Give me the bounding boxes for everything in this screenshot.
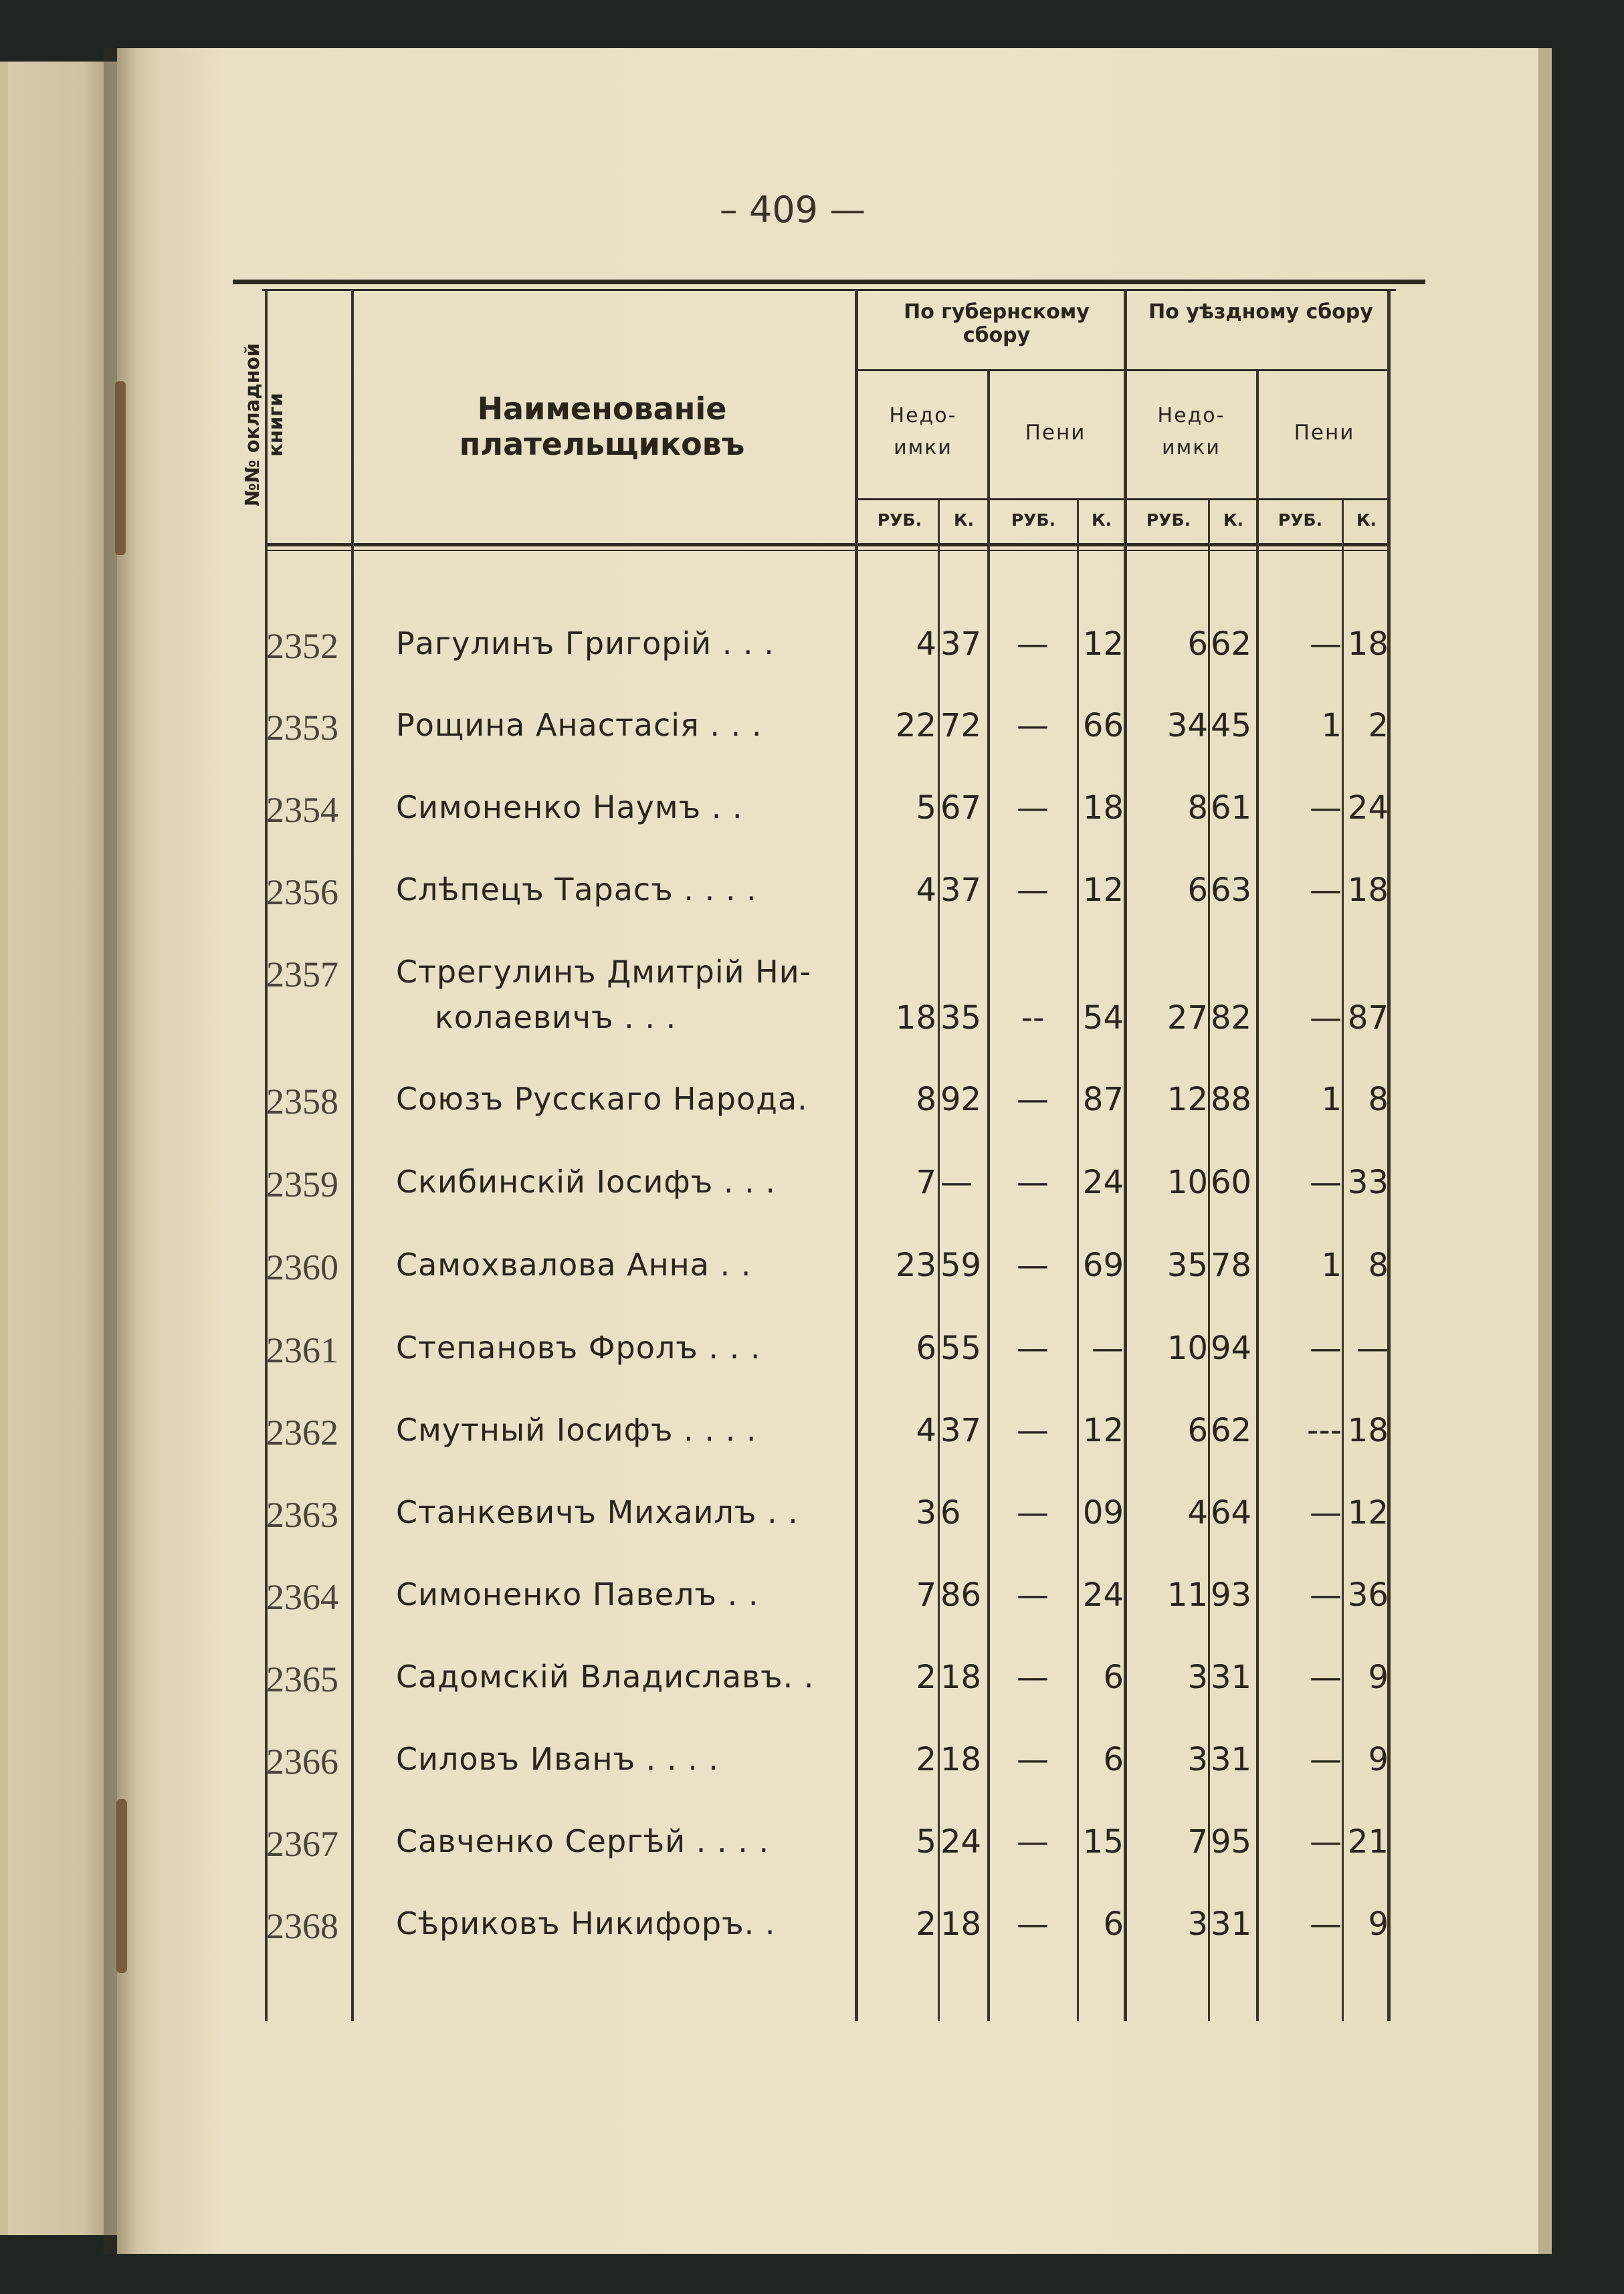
gubern-penalty-kop: 6 xyxy=(1103,1905,1124,1943)
uezd-penalty-rub: — xyxy=(1310,871,1342,909)
uezd-penalty-kop: 33 xyxy=(1347,1164,1389,1201)
uezd-penalty-rub: — xyxy=(1310,789,1342,827)
gubern-arrears-rub: 5 xyxy=(916,1823,936,1861)
gubern-penalty-rub: — xyxy=(1017,871,1049,909)
gubern-penalty-kop: 6 xyxy=(1103,1659,1124,1696)
book-number: 2357 xyxy=(266,954,338,995)
gubern-arrears-kop: 55 xyxy=(940,1330,982,1367)
binding-stain xyxy=(115,381,126,555)
uezd-penalty-rub: — xyxy=(1310,1494,1342,1532)
gubern-arrears-rub: 5 xyxy=(916,789,936,827)
payer-name: Смутный Іосифъ . . . . xyxy=(396,1412,757,1448)
book-number: 2365 xyxy=(266,1659,338,1699)
gubern-penalty-rub: — xyxy=(1017,1741,1049,1778)
book-number: 2363 xyxy=(266,1495,338,1535)
uezd-arrears-rub: 4 xyxy=(1187,1494,1208,1532)
uezd-arrears-rub: 3 xyxy=(1187,1741,1208,1778)
gubern-arrears-kop: 37 xyxy=(940,1412,982,1449)
gubern-arrears-rub: 3 xyxy=(916,1494,936,1532)
gubern-arrears-rub: 6 xyxy=(916,1330,936,1367)
uezd-penalty-rub: — xyxy=(1310,1164,1342,1201)
payer-name: Станкевичъ Михаилъ . . xyxy=(396,1494,799,1530)
uezd-arrears-rub: 8 xyxy=(1187,789,1208,827)
uezd-penalty-rub: — xyxy=(1310,1659,1342,1696)
gubern-arrears-kop: 18 xyxy=(940,1741,982,1778)
gubern-peni-header: Пени xyxy=(1025,421,1086,445)
gubern-penalty-rub: — xyxy=(1017,1330,1049,1367)
uezd-arrears-kop: 31 xyxy=(1211,1905,1252,1943)
gubern-arrears-kop: 86 xyxy=(940,1576,982,1614)
uezd-penalty-kop: 12 xyxy=(1347,1494,1389,1532)
uezd-arrears-kop: 64 xyxy=(1211,1494,1252,1532)
uezd-arrears-rub: 3 xyxy=(1187,1905,1208,1943)
uezd-penalty-kop: 36 xyxy=(1347,1576,1389,1614)
uezd-penalty-kop: 9 xyxy=(1368,1741,1389,1778)
gubern-arrears-kop: 37 xyxy=(940,625,982,663)
uezd-arrears-kop: 78 xyxy=(1211,1247,1252,1284)
gubern-penalty-rub: — xyxy=(1017,707,1049,744)
gubern-penalty-kop: 87 xyxy=(1082,1081,1124,1118)
uezd-penalty-rub: — xyxy=(1310,1330,1342,1367)
header-bottom-rule-thin xyxy=(266,550,1390,551)
payer-name: Савченко Сергѣй . . . . xyxy=(396,1823,770,1859)
uezd-penalty-kop: 87 xyxy=(1347,999,1389,1037)
uezd-arrears-rub: 10 xyxy=(1166,1330,1208,1367)
binding-stain xyxy=(116,1799,127,1973)
gubern-penalty-rub: — xyxy=(1017,1081,1049,1118)
gubern-penalty-kop: 18 xyxy=(1082,789,1124,827)
page-number: – 409 — xyxy=(719,189,866,231)
payer-name: Садомскій Владиславъ. . xyxy=(396,1659,815,1695)
gubern-penalty-rub: — xyxy=(1017,1659,1049,1696)
gubern-penalty-kop: 12 xyxy=(1082,1412,1124,1449)
kop-header: К. xyxy=(1223,510,1243,530)
book-number: 2367 xyxy=(266,1824,338,1864)
gubern-penalty-kop: 66 xyxy=(1082,707,1124,744)
gubern-arrears-rub: 2 xyxy=(916,1659,936,1696)
payer-name: Силовъ Иванъ . . . . xyxy=(396,1741,720,1777)
gubern-arrears-rub: 7 xyxy=(916,1164,936,1201)
rub-header: РУБ. xyxy=(877,510,922,530)
gubern-penalty-kop: 6 xyxy=(1103,1741,1124,1778)
uezd-penalty-kop: 8 xyxy=(1368,1081,1389,1118)
gubern-arrears-kop: 72 xyxy=(940,707,982,744)
gubern-arrears-rub: 4 xyxy=(916,871,936,909)
payers-header: Наименованіе плательщиковъ xyxy=(459,391,745,462)
gubern-arrears-kop: 18 xyxy=(940,1905,982,1943)
uezd-header: По уѣздному сбору xyxy=(1148,300,1373,324)
uezd-penalty-kop: 9 xyxy=(1368,1659,1389,1696)
payer-name-continued: колаевичъ . . . xyxy=(435,999,677,1035)
uezd-penalty-kop: 18 xyxy=(1347,625,1389,663)
uezd-arrears-kop: 31 xyxy=(1211,1659,1252,1696)
gubern-penalty-kop: 24 xyxy=(1082,1576,1124,1614)
gubern-penalty-kop: 24 xyxy=(1082,1164,1124,1201)
rub-header: РУБ. xyxy=(1146,510,1191,530)
col-line xyxy=(1342,500,1344,2021)
gubern-arrears-kop: 35 xyxy=(940,999,982,1037)
gubern-arrears-kop: — xyxy=(940,1164,973,1201)
gubern-arrears-kop: 6 xyxy=(940,1494,961,1532)
uezd-penalty-kop: 24 xyxy=(1347,789,1389,827)
gubern-penalty-rub: — xyxy=(1017,1823,1049,1861)
kop-header: К. xyxy=(1092,510,1112,530)
gubern-penalty-kop: 15 xyxy=(1082,1823,1124,1861)
uezd-penalty-kop: 2 xyxy=(1368,707,1389,744)
book-number-header: №№ окладной книги xyxy=(241,343,287,506)
uezd-arrears-kop: 60 xyxy=(1211,1164,1252,1201)
payer-name: Скибинскій Іосифъ . . . xyxy=(396,1164,776,1200)
book-number: 2360 xyxy=(266,1247,338,1287)
book-number: 2352 xyxy=(266,626,338,666)
payer-name: Рощина Анастасія . . . xyxy=(396,707,763,743)
kop-header: К. xyxy=(1356,510,1377,530)
uezd-penalty-rub: 1 xyxy=(1321,1081,1342,1118)
book-number: 2364 xyxy=(266,1577,338,1617)
uezd-penalty-rub: 1 xyxy=(1321,1247,1342,1284)
uezd-arrears-kop: 31 xyxy=(1211,1741,1252,1778)
payer-name: Союзъ Русскаго Народа. xyxy=(396,1081,808,1117)
uezd-penalty-kop: 9 xyxy=(1368,1905,1389,1943)
gubern-arrears-kop: 59 xyxy=(940,1247,982,1284)
book-number: 2354 xyxy=(266,790,338,830)
gubern-penalty-rub: — xyxy=(1017,1164,1049,1201)
top-rule xyxy=(233,280,1425,284)
gubern-header: По губернскому сбору xyxy=(904,300,1090,347)
book-number: 2353 xyxy=(266,708,338,748)
col-line xyxy=(1124,289,1127,2021)
gubern-arrears-rub: 2 xyxy=(916,1741,936,1778)
uezd-penalty-rub: — xyxy=(1310,1576,1342,1614)
kop-header: К. xyxy=(954,510,974,530)
uezd-arrears-rub: 12 xyxy=(1166,1081,1208,1118)
book-number: 2356 xyxy=(266,872,338,912)
gubern-arrears-rub: 7 xyxy=(916,1576,936,1614)
uezd-nedoimki-header: Недо- имки xyxy=(1157,404,1225,459)
uezd-arrears-kop: 62 xyxy=(1211,1412,1252,1449)
payer-name: Симоненко Наумъ . . xyxy=(396,789,743,825)
gubern-penalty-kop: 54 xyxy=(1082,999,1124,1037)
left-page-edge xyxy=(0,62,8,2235)
uezd-penalty-rub: — xyxy=(1310,999,1342,1037)
uezd-penalty-kop: 18 xyxy=(1347,1412,1389,1449)
gubern-arrears-rub: 22 xyxy=(895,707,936,744)
gubern-penalty-rub: — xyxy=(1017,1247,1049,1284)
gubern-penalty-kop: — xyxy=(1092,1330,1124,1367)
uezd-arrears-rub: 3 xyxy=(1187,1659,1208,1696)
gubern-penalty-rub: — xyxy=(1017,1576,1049,1614)
payer-name: Рагулинъ Григорій . . . xyxy=(396,625,775,661)
gubern-penalty-rub: -- xyxy=(1021,999,1045,1037)
uezd-arrears-kop: 93 xyxy=(1211,1576,1252,1614)
book-number: 2368 xyxy=(266,1906,338,1946)
gubern-nedoimki-header: Недо- имки xyxy=(889,404,957,459)
uezd-arrears-rub: 6 xyxy=(1187,625,1208,663)
header-bottom-rule xyxy=(266,543,1390,546)
gubern-penalty-rub: — xyxy=(1017,1494,1049,1532)
uezd-arrears-rub: 27 xyxy=(1166,999,1208,1037)
left-page xyxy=(0,62,117,2235)
gubern-penalty-kop: 09 xyxy=(1082,1494,1124,1532)
rub-header: РУБ. xyxy=(1011,510,1056,530)
uezd-arrears-kop: 82 xyxy=(1211,999,1252,1037)
uezd-penalty-kop: 18 xyxy=(1347,871,1389,909)
book-number: 2358 xyxy=(266,1081,338,1122)
gubern-arrears-rub: 4 xyxy=(916,1412,936,1449)
payer-name: Симоненко Павелъ . . xyxy=(396,1576,759,1612)
uezd-penalty-rub: — xyxy=(1310,1741,1342,1778)
uezd-penalty-kop: — xyxy=(1356,1330,1389,1367)
uezd-arrears-rub: 35 xyxy=(1166,1247,1208,1284)
payer-name: Сѣриковъ Никифоръ. . xyxy=(396,1905,776,1942)
col-line xyxy=(938,500,940,2021)
payer-name: Слѣпецъ Тарасъ . . . . xyxy=(396,871,757,908)
gubern-arrears-rub: 23 xyxy=(895,1247,936,1284)
uezd-penalty-rub: — xyxy=(1310,1905,1342,1943)
gubern-penalty-rub: — xyxy=(1017,625,1049,663)
payer-name: Степановъ Фролъ . . . xyxy=(396,1330,761,1366)
book-number: 2362 xyxy=(266,1413,338,1453)
uezd-arrears-kop: 61 xyxy=(1211,789,1252,827)
uezd-arrears-kop: 95 xyxy=(1211,1823,1252,1861)
uezd-arrears-rub: 34 xyxy=(1166,707,1208,744)
uezd-penalty-rub: — xyxy=(1310,625,1342,663)
uezd-arrears-rub: 6 xyxy=(1187,1412,1208,1449)
gubern-arrears-rub: 8 xyxy=(916,1081,936,1118)
uezd-peni-header: Пени xyxy=(1294,421,1355,445)
uezd-arrears-kop: 94 xyxy=(1211,1330,1252,1367)
page-edge-shadow xyxy=(1538,48,1552,2254)
payer-name: Самохвалова Анна . . xyxy=(396,1247,752,1283)
book-number: 2361 xyxy=(266,1330,338,1370)
gubern-arrears-rub: 4 xyxy=(916,625,936,663)
uezd-penalty-rub: 1 xyxy=(1321,707,1342,744)
col-line xyxy=(351,289,354,2021)
gubern-penalty-rub: — xyxy=(1017,1412,1049,1449)
col-line xyxy=(1208,500,1210,2021)
gubern-arrears-rub: 2 xyxy=(916,1905,936,1943)
payer-name: Стрегулинъ Дмитрій Ни- xyxy=(396,954,812,990)
uezd-arrears-rub: 7 xyxy=(1187,1823,1208,1861)
uezd-penalty-rub: --- xyxy=(1307,1412,1342,1449)
gubern-penalty-rub: — xyxy=(1017,1905,1049,1943)
uezd-arrears-kop: 63 xyxy=(1211,871,1252,909)
book-number: 2366 xyxy=(266,1742,338,1782)
gubern-penalty-rub: — xyxy=(1017,789,1049,827)
uezd-arrears-kop: 45 xyxy=(1211,707,1252,744)
uezd-arrears-kop: 88 xyxy=(1211,1081,1252,1118)
gubern-penalty-kop: 69 xyxy=(1082,1247,1124,1284)
uezd-penalty-rub: — xyxy=(1310,1823,1342,1861)
uezd-arrears-rub: 11 xyxy=(1166,1576,1208,1614)
uezd-arrears-rub: 6 xyxy=(1187,871,1208,909)
uezd-penalty-kop: 8 xyxy=(1368,1247,1389,1284)
uezd-arrears-kop: 62 xyxy=(1211,625,1252,663)
rub-header: РУБ. xyxy=(1278,510,1323,530)
top-rule-thin xyxy=(262,289,1396,291)
gubern-penalty-kop: 12 xyxy=(1082,625,1124,663)
book-number: 2359 xyxy=(266,1164,338,1205)
gubern-arrears-kop: 67 xyxy=(940,789,982,827)
gubern-arrears-rub: 18 xyxy=(895,999,936,1037)
col-line xyxy=(1077,500,1079,2021)
uezd-arrears-rub: 10 xyxy=(1166,1164,1208,1201)
gubern-arrears-kop: 37 xyxy=(940,871,982,909)
gubern-arrears-kop: 92 xyxy=(940,1081,982,1118)
gubern-arrears-kop: 18 xyxy=(940,1659,982,1696)
gubern-penalty-kop: 12 xyxy=(1082,871,1124,909)
gubern-arrears-kop: 24 xyxy=(940,1823,982,1861)
uezd-penalty-kop: 21 xyxy=(1347,1823,1389,1861)
